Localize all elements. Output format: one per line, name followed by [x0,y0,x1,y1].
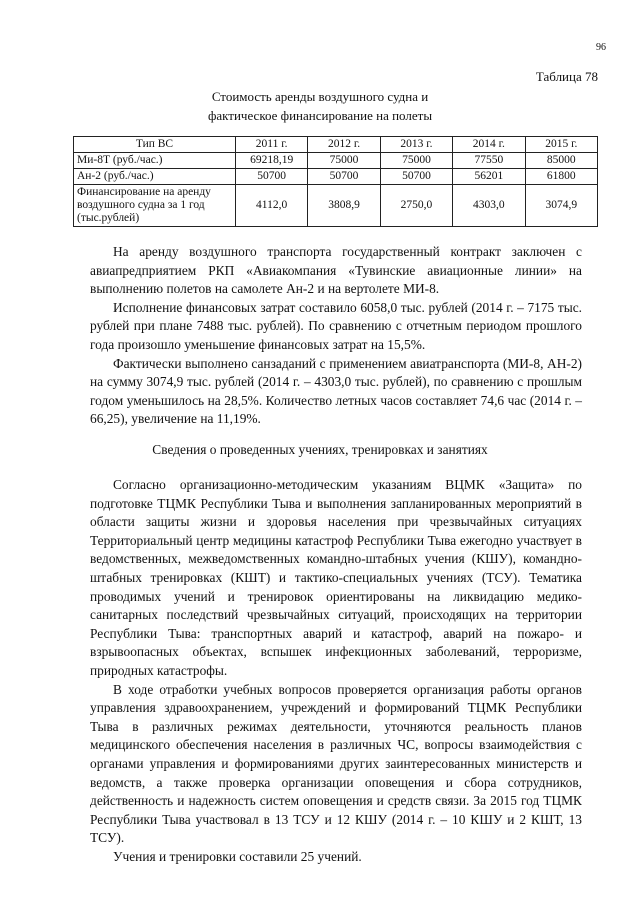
paragraph: Учения и тренировки составили 25 учений. [113,848,362,864]
table-cell: 77550 [453,153,525,169]
exercises-section [90,476,582,866]
table-row [74,153,598,169]
header-cell-year: 2014 г. [453,137,525,153]
table-cell: 75000 [308,153,380,169]
table-cell: 3074,9 [525,185,597,227]
table-label: Таблица 78 [535,69,598,84]
caption-line: Стоимость аренды воздушного судна и [211,89,429,104]
table-cell: 3808,9 [308,185,380,227]
table-cell: 56201 [453,169,525,185]
header-cell-year: 2013 г. [380,137,452,153]
page-number: 96 [596,42,606,53]
table-cell: 2750,0 [380,185,452,227]
table-row [74,185,598,227]
table-cell: 4303,0 [453,185,525,227]
table-row [74,169,598,185]
table-cell: 50700 [380,169,452,185]
table-cell: 75000 [380,153,452,169]
air-transport-section [90,243,582,429]
table-caption [0,87,640,125]
paragraph: На аренду воздушного транспорта государственный контракт заключен с авиапредприятием РКП «Авиакомпания «Тувинские авиационные линии» на выполнению полетов на самолете Ан-2 и на вертолете МИ-8. [90,244,582,297]
header-cell-year: 2012 г. [308,137,380,153]
row-label: Финансирование на аренду воздушного судна за 1 год (тыс.рублей) [74,185,236,227]
table-cell: 61800 [525,169,597,185]
table-cell: 50700 [235,169,307,185]
header-cell-aircraft-type: Тип ВС [74,137,236,153]
aircraft-cost-table [73,136,598,227]
table-cell: 69218,19 [235,153,307,169]
section-heading: Сведения о проведенных учениях, тренировках и занятиях [152,442,488,457]
paragraph: Фактически выполнено санзаданий с применением авиатранспорта (МИ-8, АН-2) на сумму 3074,9 тыс. рублей (2014 г. – 4303,0 тыс. рублей), по сравнению с прошлым годом уменьшилось на 28,5%. Количество летных часов составляет 74,6 час (2014 г. – 66,25), увеличение на 11,19%. [90,355,582,427]
paragraph: Исполнение финансовых затрат составило 6058,0 тыс. рублей (2014 г. – 7175 тыс. рублей при плане 7488 тыс. рублей). По сравнению с отчетным периодом прошлого года произошло уменьшение финансовых затрат на 15,5%. [90,299,582,352]
table-cell: 50700 [308,169,380,185]
table-cell: 4112,0 [235,185,307,227]
caption-line: фактическое финансирование на полеты [207,108,433,123]
row-label: Ми-8Т (руб./час.) [74,153,236,169]
row-label: Ан-2 (руб./час.) [74,169,236,185]
table-header-row [74,137,598,153]
header-cell-year: 2015 г. [525,137,597,153]
table-cell: 85000 [525,153,597,169]
paragraph: Согласно организационно-методическим указаниям ВЦМК «Защита» по подготовке ТЦМК Республики Тыва и выполнения запланированных мероприятий в области защиты жизни и здоровья населения при чрезвычайных ситуациях Территориальный центр медицины катастроф Республики Тыва ежегодно участвует в ведомственных, межведомственных командно-штабных учения (КШУ), командно-штабных тренировках (КШТ) и тактико-специальных учениях (ТСУ). Тематика проводимых учений и тренировок ориентированы на ликвидацию медико-санитарных последствий чрезвычайных ситуаций, происходящих на территории Республики Тыва: транспортных аварий и катастроф, аварий на пожаро- и взрывоопасных объектах, вспышек инфекционных заболеваний, терроризме, природных катастрофы. [90,477,582,678]
paragraph: В ходе отработки учебных вопросов проверяется организация работы органов управления здравоохранением, учреждений и формирований ТЦМК Республики Тыва в различных режимах деятельности, уточняются реальность планов медицинского обеспечения населения в различных ЧС, вопросы взаимодействия с органами управления и формированиями других заинтересованных министерств и ведомств, а также проверка организации оповещения и сбора сотрудников, действенность и надежность систем оповещения и средств связи. За 2015 год ТЦМК Республики Тыва участвовал в 13 ТСУ и 12 КШУ (2014 г. – 10 КШУ и 2 КШТ, 13 ТСУ). [90,681,582,846]
header-cell-year: 2011 г. [235,137,307,153]
